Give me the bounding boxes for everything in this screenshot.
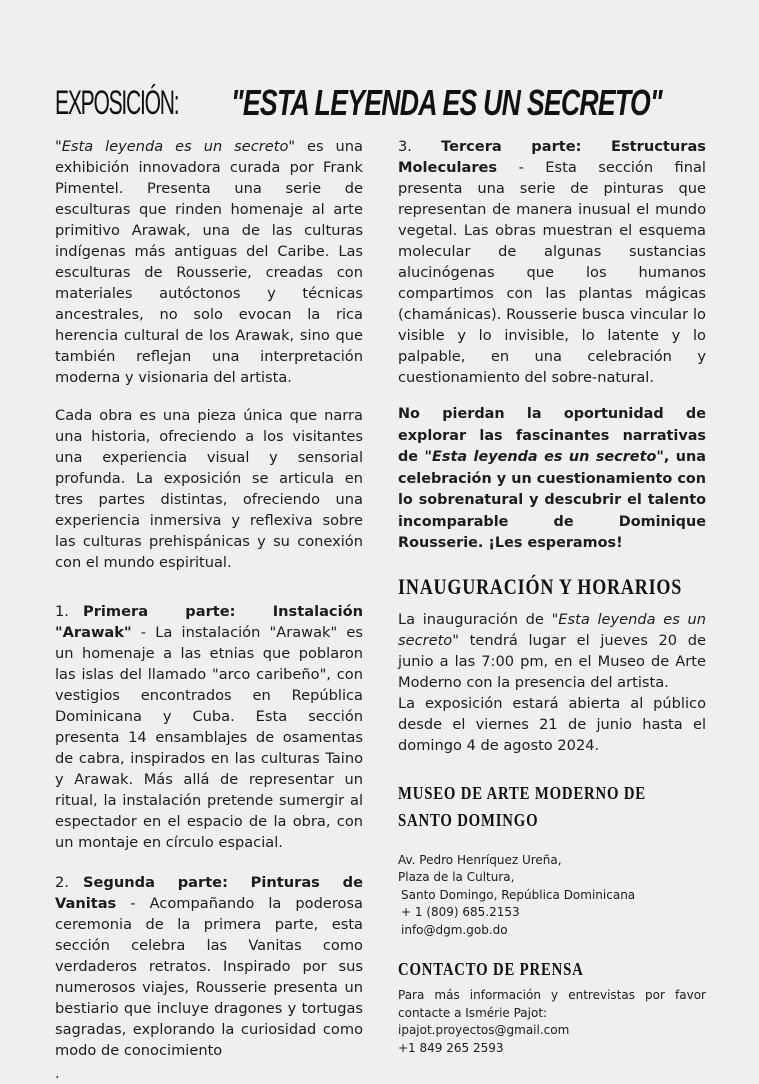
- museum-phone: + 1 (809) 685.2153: [401, 905, 520, 919]
- part-2-heading: Segunda parte: Pinturas de Vanitas: [55, 874, 363, 912]
- part-3-heading: Tercera parte: Estructuras Moleculares: [398, 138, 706, 176]
- right-column: [398, 136, 706, 1057]
- address-plaza: Plaza de la Cultura,: [398, 870, 515, 884]
- title-exhibition-name: "ESTA LEYENDA ES UN SECRETO": [231, 82, 662, 124]
- press-contact-intro: Para más información y entrevistas por favor contacte a Ismérie Pajot:: [398, 988, 706, 1020]
- opening-hours-heading: INAUGURACIÓN Y HORARIOS: [398, 573, 683, 599]
- intro-paragraph: [55, 136, 363, 388]
- press-contact-phone: +1 849 265 2593: [398, 1040, 504, 1055]
- part-1-heading: Primera parte: Instalación "Arawak": [55, 603, 363, 641]
- part-3-number: 3.: [398, 138, 412, 155]
- museum-email: info@dgm.gob.do: [401, 922, 508, 937]
- press-contact-heading: CONTACTO DE PRENSA: [398, 959, 584, 979]
- address-street: Av. Pedro Henríquez Ureña,: [398, 852, 562, 867]
- part-1-text: - La instalación "Arawak" es un homenaje a las etnias que poblaron las islas del llamado "arco caribeño", con vestigios encontrados en República Dominicana y Cuba. Esta sección presenta 14 ensamblajes de osamentas de cabra, inspirados en las culturas Taino y Arawak. Más allá de representar un ritual, la instalación pretende sumergir al espectador en el espacio de la obra, con un montaje en círculo espacial.: [55, 624, 363, 851]
- title-prefix: EXPOSICIÓN:: [55, 84, 179, 123]
- museum-heading-line-1: MUSEO DE ARTE MODERNO DE: [398, 782, 646, 803]
- opening-hours-section: [398, 573, 706, 756]
- address-city: Santo Domingo, República Dominicana: [401, 887, 636, 902]
- press-contact-section: [398, 957, 706, 1057]
- part-1-item: [55, 601, 363, 853]
- part-1-number: 1.: [55, 603, 69, 620]
- cta-italic-title: Esta leyenda es un secreto: [432, 449, 657, 465]
- museum-address: [398, 852, 706, 940]
- intro-text: " es una exhibición innovadora curada por Frank Pimentel. Presenta una serie de esculturas que rinden homenaje al arte primitivo Arawak, una de las culturas indígenas más antiguas del Caribe. Las esculturas de Rousserie, creadas con materiales autóctonos y técnicas ancestrales, no solo evocan la rica herencia cultural de los Arawak, sino que también reflejan una interpretación moderna y visionaria del artista.: [55, 138, 363, 386]
- part-2-item: [55, 872, 363, 1061]
- part-3-text: - Esta sección final presenta una serie de pinturas que representan de manera inusual el mundo vegetal. Las obras muestran el esquema molecular de algunas sustancias alucinógenas que los humanos compartimos con las plantas mágicas (chamánicas). Rousserie busca vincular lo visible y lo invisible, lo latente y lo palpable, en una celebración y cuestionamiento del sobre-natural.: [398, 159, 706, 386]
- call-to-action: [398, 404, 706, 555]
- cta-text-after: ", una celebración y un cuestionamiento con lo sobrenatural y descubrir el talento incomparable de Dominique Rousserie. ¡Les esperamos!: [398, 449, 706, 551]
- museum-section: [398, 780, 706, 940]
- opening-text-before: La inauguración de: [398, 610, 552, 628]
- schedule-paragraph: La exposición estará abierta al público desde el viernes 21 de junio hasta el domingo 4 de agosto 2024.: [398, 694, 706, 754]
- description-paragraph: Cada obra es una pieza única que narra una historia, ofreciendo a los visitantes una experiencia visual y sensorial profunda. La exposición se articula en tres partes distintas, ofreciendo una experiencia inmersiva y reflexiva sobre las culturas prehispánicas y su conexión con el mundo espiritual.: [55, 407, 363, 571]
- part-3-item: [398, 136, 706, 388]
- opening-paragraph: [398, 609, 706, 693]
- part-2-number: 2.: [55, 874, 69, 891]
- press-contact-email: ipajot.proyectos@gmail.com: [398, 1023, 570, 1037]
- cta-text-before: No pierdan la oportunidad de explorar las fascinantes narrativas de ": [398, 406, 706, 465]
- opening-italic-title: "Esta leyenda es un secreto: [398, 610, 706, 649]
- museum-heading-line-2: SANTO DOMINGO: [398, 809, 539, 830]
- left-column: [55, 136, 363, 1084]
- opening-text-after: " tendrá lugar el jueves 20 de junio a las 7:00 pm, en el Museo de Arte Moderno con la presencia del artista.: [398, 631, 706, 691]
- intro-italic-title: "Esta leyenda es un secreto: [55, 138, 289, 155]
- page-title: [55, 81, 735, 125]
- part-2-text: - Acompañando la poderosa ceremonia de la primera parte, esta sección celebra las Vanitas como verdaderos retratos. Inspirado por sus numerosos viajes, Rousserie presenta un bestiario que incluye dragones y tortugas sagradas, explorando la curiosidad como modo de conocimiento: [55, 895, 363, 1059]
- part-2-trailing-dot: .: [55, 1065, 60, 1082]
